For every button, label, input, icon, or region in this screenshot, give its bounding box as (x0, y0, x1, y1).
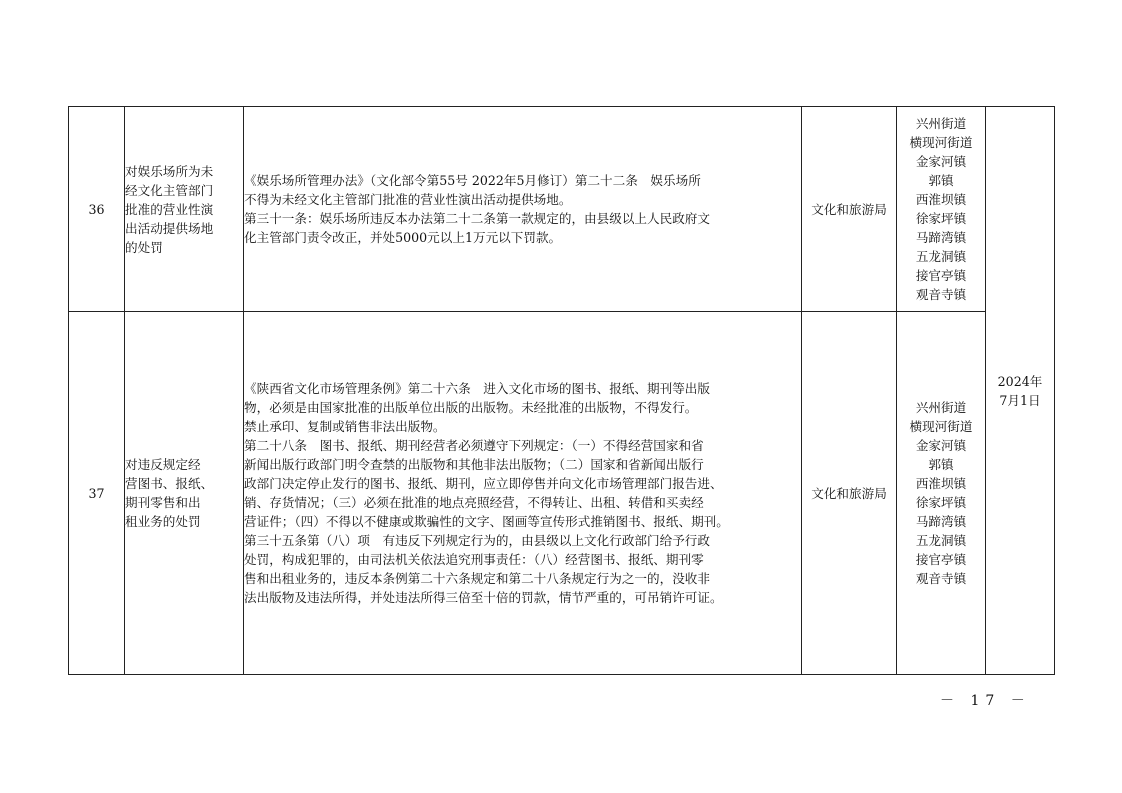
item-line: 营图书、报纸、 (125, 476, 214, 491)
jurisdiction-item: 徐家坪镇 (915, 495, 967, 510)
basis-line: 售和出租业务的，违反本条例第二十六条规定和第二十八条规定行为之一的，没收非 (244, 571, 710, 586)
legal-basis (244, 312, 802, 675)
effective-date (986, 107, 1055, 675)
jurisdiction-item: 横现河街道 (909, 135, 973, 150)
item-line: 对违反规定经 (125, 457, 201, 472)
jurisdiction-list (897, 107, 986, 312)
row-number: 37 (69, 312, 125, 675)
jurisdiction-item: 兴州街道 (915, 400, 967, 415)
penalty-item (125, 312, 244, 675)
jurisdiction-item: 西淮坝镇 (915, 192, 967, 207)
jurisdiction-list (897, 312, 986, 675)
item-line: 的处罚 (125, 239, 163, 255)
jurisdiction-item: 接官亭镇 (915, 552, 967, 567)
jurisdiction-item: 接官亭镇 (915, 268, 967, 283)
basis-line: 不得为未经文化主管部门批准的营业性演出活动提供场地。 (244, 192, 572, 207)
basis-line: 禁止承印、复制或销售非法出版物。 (244, 419, 446, 434)
jurisdiction-item: 兴州街道 (915, 116, 967, 131)
basis-line: 《陕西省文化市场管理条例》第二十六条 进入文化市场的图书、报纸、期刊等出版 (244, 381, 710, 396)
legal-basis (244, 107, 802, 312)
item-line: 出活动提供场地 (125, 220, 214, 236)
jurisdiction-item: 郭镇 (928, 457, 954, 472)
basis-line: 化主管部门责令改正，并处5000元以上1万元以下罚款。 (244, 230, 562, 245)
table-row (69, 107, 1055, 312)
basis-line: 政部门决定停止发行的图书、报纸、期刊，应立即停售并向文化市场管理部门报告进、 (244, 476, 723, 491)
basis-line: 物，必须是由国家批准的出版单位出版的出版物。未经批准的出版物，不得发行。 (244, 400, 698, 415)
date-line: 2024年 (997, 373, 1043, 389)
jurisdiction-item: 马蹄湾镇 (915, 230, 967, 245)
item-line: 经文化主管部门 (125, 182, 214, 198)
item-line: 租业务的处罚 (125, 514, 201, 529)
jurisdiction-item: 马蹄湾镇 (915, 514, 967, 529)
basis-line: 第三十一条：娱乐场所违反本办法第二十二条第一款规定的，由县级以上人民政府文 (244, 211, 710, 226)
basis-line: 处罚，构成犯罪的，由司法机关依法追究刑事责任：（八）经营图书、报纸、期刊零 (244, 552, 704, 567)
jurisdiction-item: 郭镇 (928, 173, 954, 188)
jurisdiction-item: 西淮坝镇 (915, 476, 967, 491)
jurisdiction-item: 五龙洞镇 (915, 533, 967, 548)
regulation-table (68, 106, 1055, 675)
penalty-item (125, 107, 244, 312)
basis-line: 《娱乐场所管理办法》（文化部令第55号 2022年5月修订）第二十二条 娱乐场所 (244, 173, 701, 188)
jurisdiction-item: 横现河街道 (909, 419, 973, 434)
row-number: 36 (69, 107, 125, 312)
jurisdiction-item: 观音寺镇 (915, 571, 967, 586)
basis-line: 新闻出版行政部门明令查禁的出版物和其他非法出版物；（二）国家和省新闻出版行 (244, 457, 704, 472)
basis-line: 法出版物及违法所得，并处违法所得三倍至十倍的罚款，情节严重的，可吊销许可证。 (244, 590, 723, 605)
jurisdiction-item: 观音寺镇 (915, 287, 967, 302)
jurisdiction-item: 五龙洞镇 (915, 249, 967, 264)
page-number: － 17 － (940, 693, 1031, 709)
item-line: 对娱乐场所为未 (125, 163, 214, 179)
basis-line: 第三十五条第（八）项 有违反下列规定行为的，由县级以上文化行政部门给予行政 (244, 533, 710, 548)
department: 文化和旅游局 (802, 107, 897, 312)
basis-line: 第二十八条 图书、报纸、期刊经营者必须遵守下列规定：（一）不得经营国家和省 (244, 438, 704, 453)
date-line: 7月1日 (999, 392, 1041, 408)
basis-line: 销、存货情况；（三）必须在批准的地点亮照经营，不得转让、出租、转借和买卖经 (244, 495, 704, 510)
jurisdiction-item: 金家河镇 (915, 438, 967, 453)
jurisdiction-item: 徐家坪镇 (915, 211, 967, 226)
item-line: 期刊零售和出 (125, 495, 201, 510)
table-row (69, 312, 1055, 675)
jurisdiction-item: 金家河镇 (915, 154, 967, 169)
item-line: 批准的营业性演 (125, 201, 214, 217)
basis-line: 营证件；（四）不得以不健康或欺骗性的文字、图画等宣传形式推销图书、报纸、期刊。 (244, 514, 729, 529)
department: 文化和旅游局 (802, 312, 897, 675)
